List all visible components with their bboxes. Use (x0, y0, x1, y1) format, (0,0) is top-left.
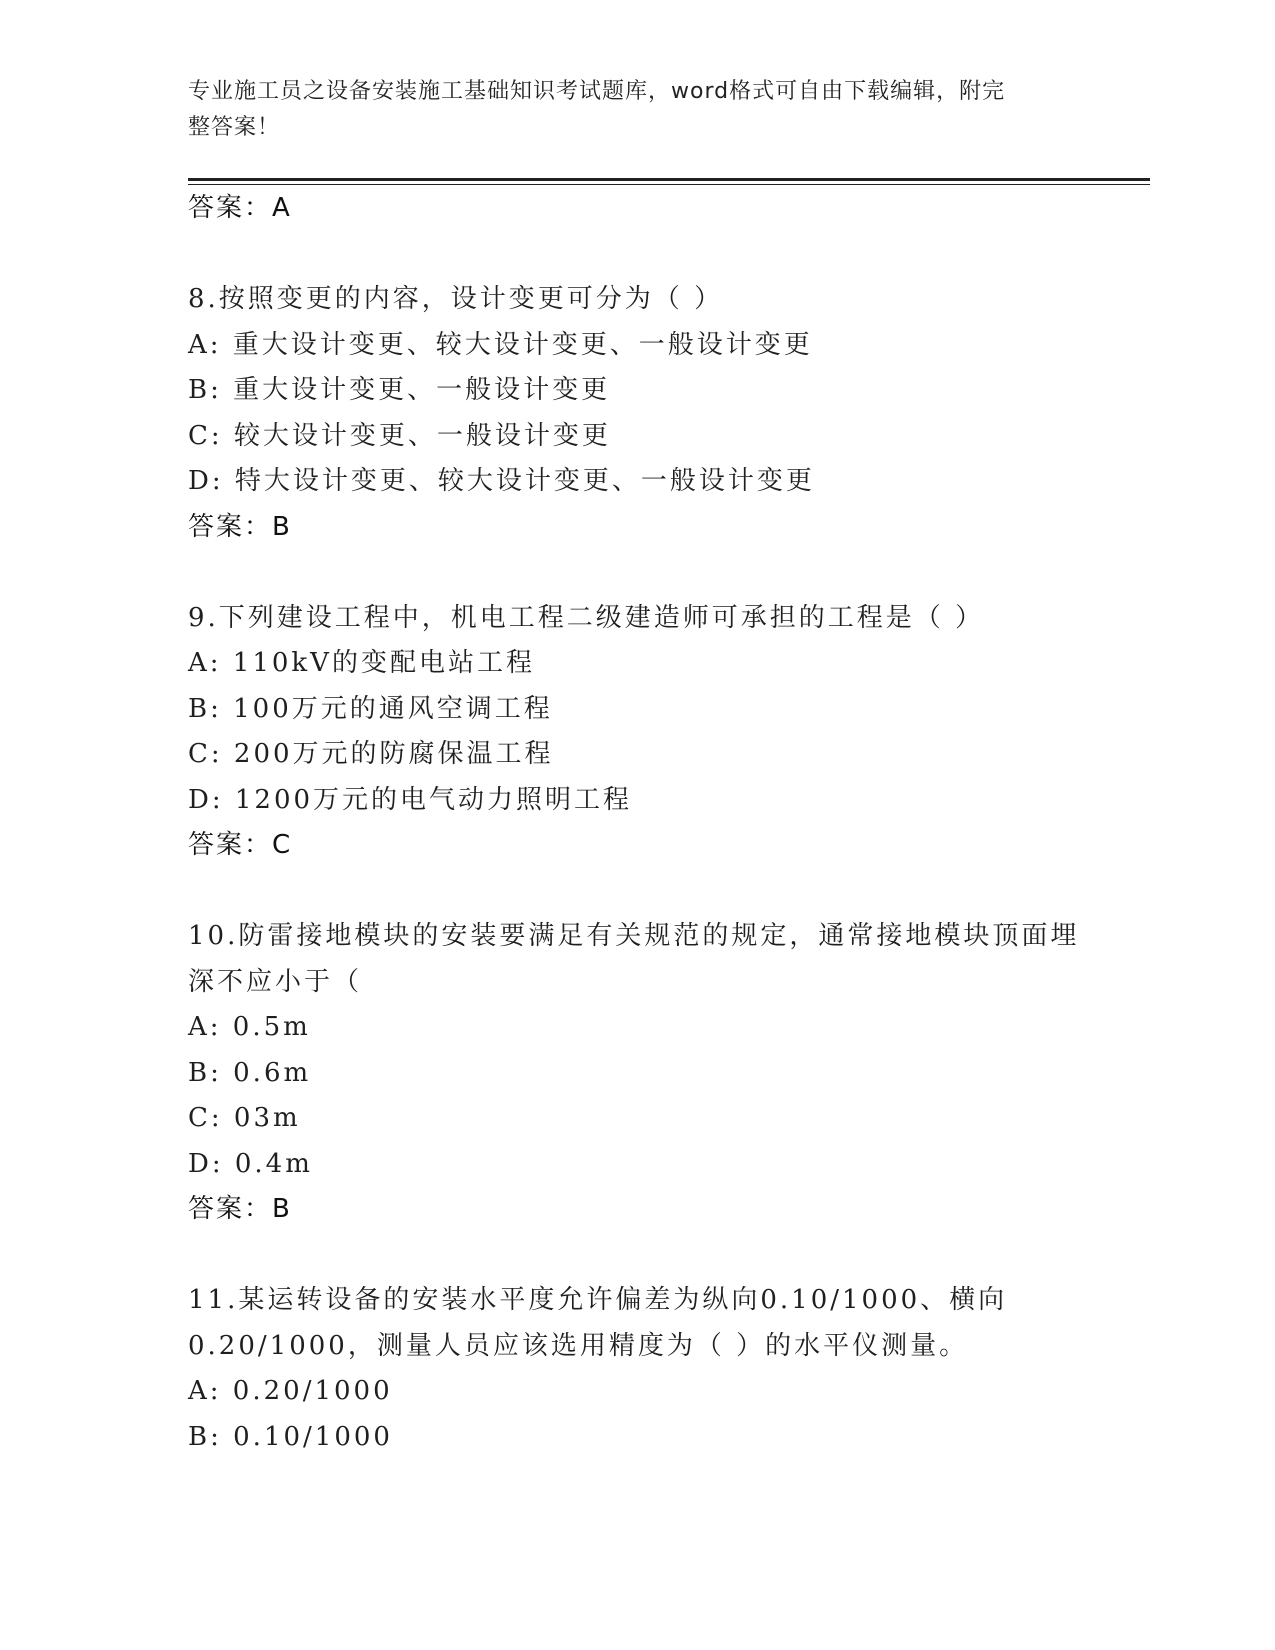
answer-line: 答案：C (188, 830, 293, 860)
option-c: C: 03m (188, 1103, 301, 1133)
header-line-1: 专业施工员之设备安装施工基础知识考试题库，word格式可自由下载编辑，附完 (188, 79, 1006, 104)
option-c: C: 200万元的防腐保温工程 (188, 739, 554, 769)
answer-line: 答案：B (188, 511, 292, 542)
document-header (188, 74, 1068, 146)
question-list (188, 186, 1128, 1460)
header-line-2: 整答案！ (188, 115, 281, 140)
option-b: B: 0.10/1000 (188, 1421, 393, 1452)
spacer (188, 232, 1128, 278)
question-stem: 9.下列建设工程中，机电工程二级建造师可承担的工程是（ ） (188, 602, 985, 633)
option-d: D: 特大设计变更、较大设计变更、一般设计变更 (188, 466, 815, 496)
question-stem: 8.按照变更的内容，设计变更可分为（ ） (188, 284, 724, 314)
option-d: D: 1200万元的电气动力照明工程 (188, 784, 633, 815)
previous-answer: 答案：A (188, 193, 292, 223)
option-a: A: 重大设计变更、较大设计变更、一般设计变更 (188, 329, 813, 360)
question-stem-continued: 0.20/1000，测量人员应该选用精度为（ ）的水平仪测量。 (188, 1330, 969, 1361)
question-stem-continued: 深不应小于（ (188, 966, 363, 997)
spacer (188, 1233, 1128, 1279)
question-block (188, 1278, 1128, 1460)
option-a: A: 0.5m (188, 1012, 311, 1042)
option-a: A: 0.20/1000 (188, 1376, 393, 1406)
option-b: B: 100万元的通风空调工程 (188, 693, 553, 724)
option-b: B: 0.6m (188, 1057, 312, 1088)
header-divider-thick (188, 178, 1150, 181)
header-divider-thin (188, 184, 1150, 185)
option-c: C: 较大设计变更、一般设计变更 (188, 420, 611, 451)
option-a: A: 110kV的变配电站工程 (188, 648, 535, 678)
question-block (188, 914, 1128, 1233)
spacer (188, 550, 1128, 596)
question-stem: 11.某运转设备的安装水平度允许偏差为纵向0.10/1000、横向 (188, 1285, 1008, 1315)
option-d: D: 0.4m (188, 1148, 313, 1179)
answer-line: 答案：B (188, 1194, 292, 1224)
question-stem: 10.防雷接地模块的安装要满足有关规范的规定，通常接地模块顶面埋 (188, 921, 1080, 951)
question-block (188, 596, 1128, 869)
option-b: B: 重大设计变更、一般设计变更 (188, 375, 611, 405)
spacer (188, 869, 1128, 915)
question-block (188, 277, 1128, 550)
